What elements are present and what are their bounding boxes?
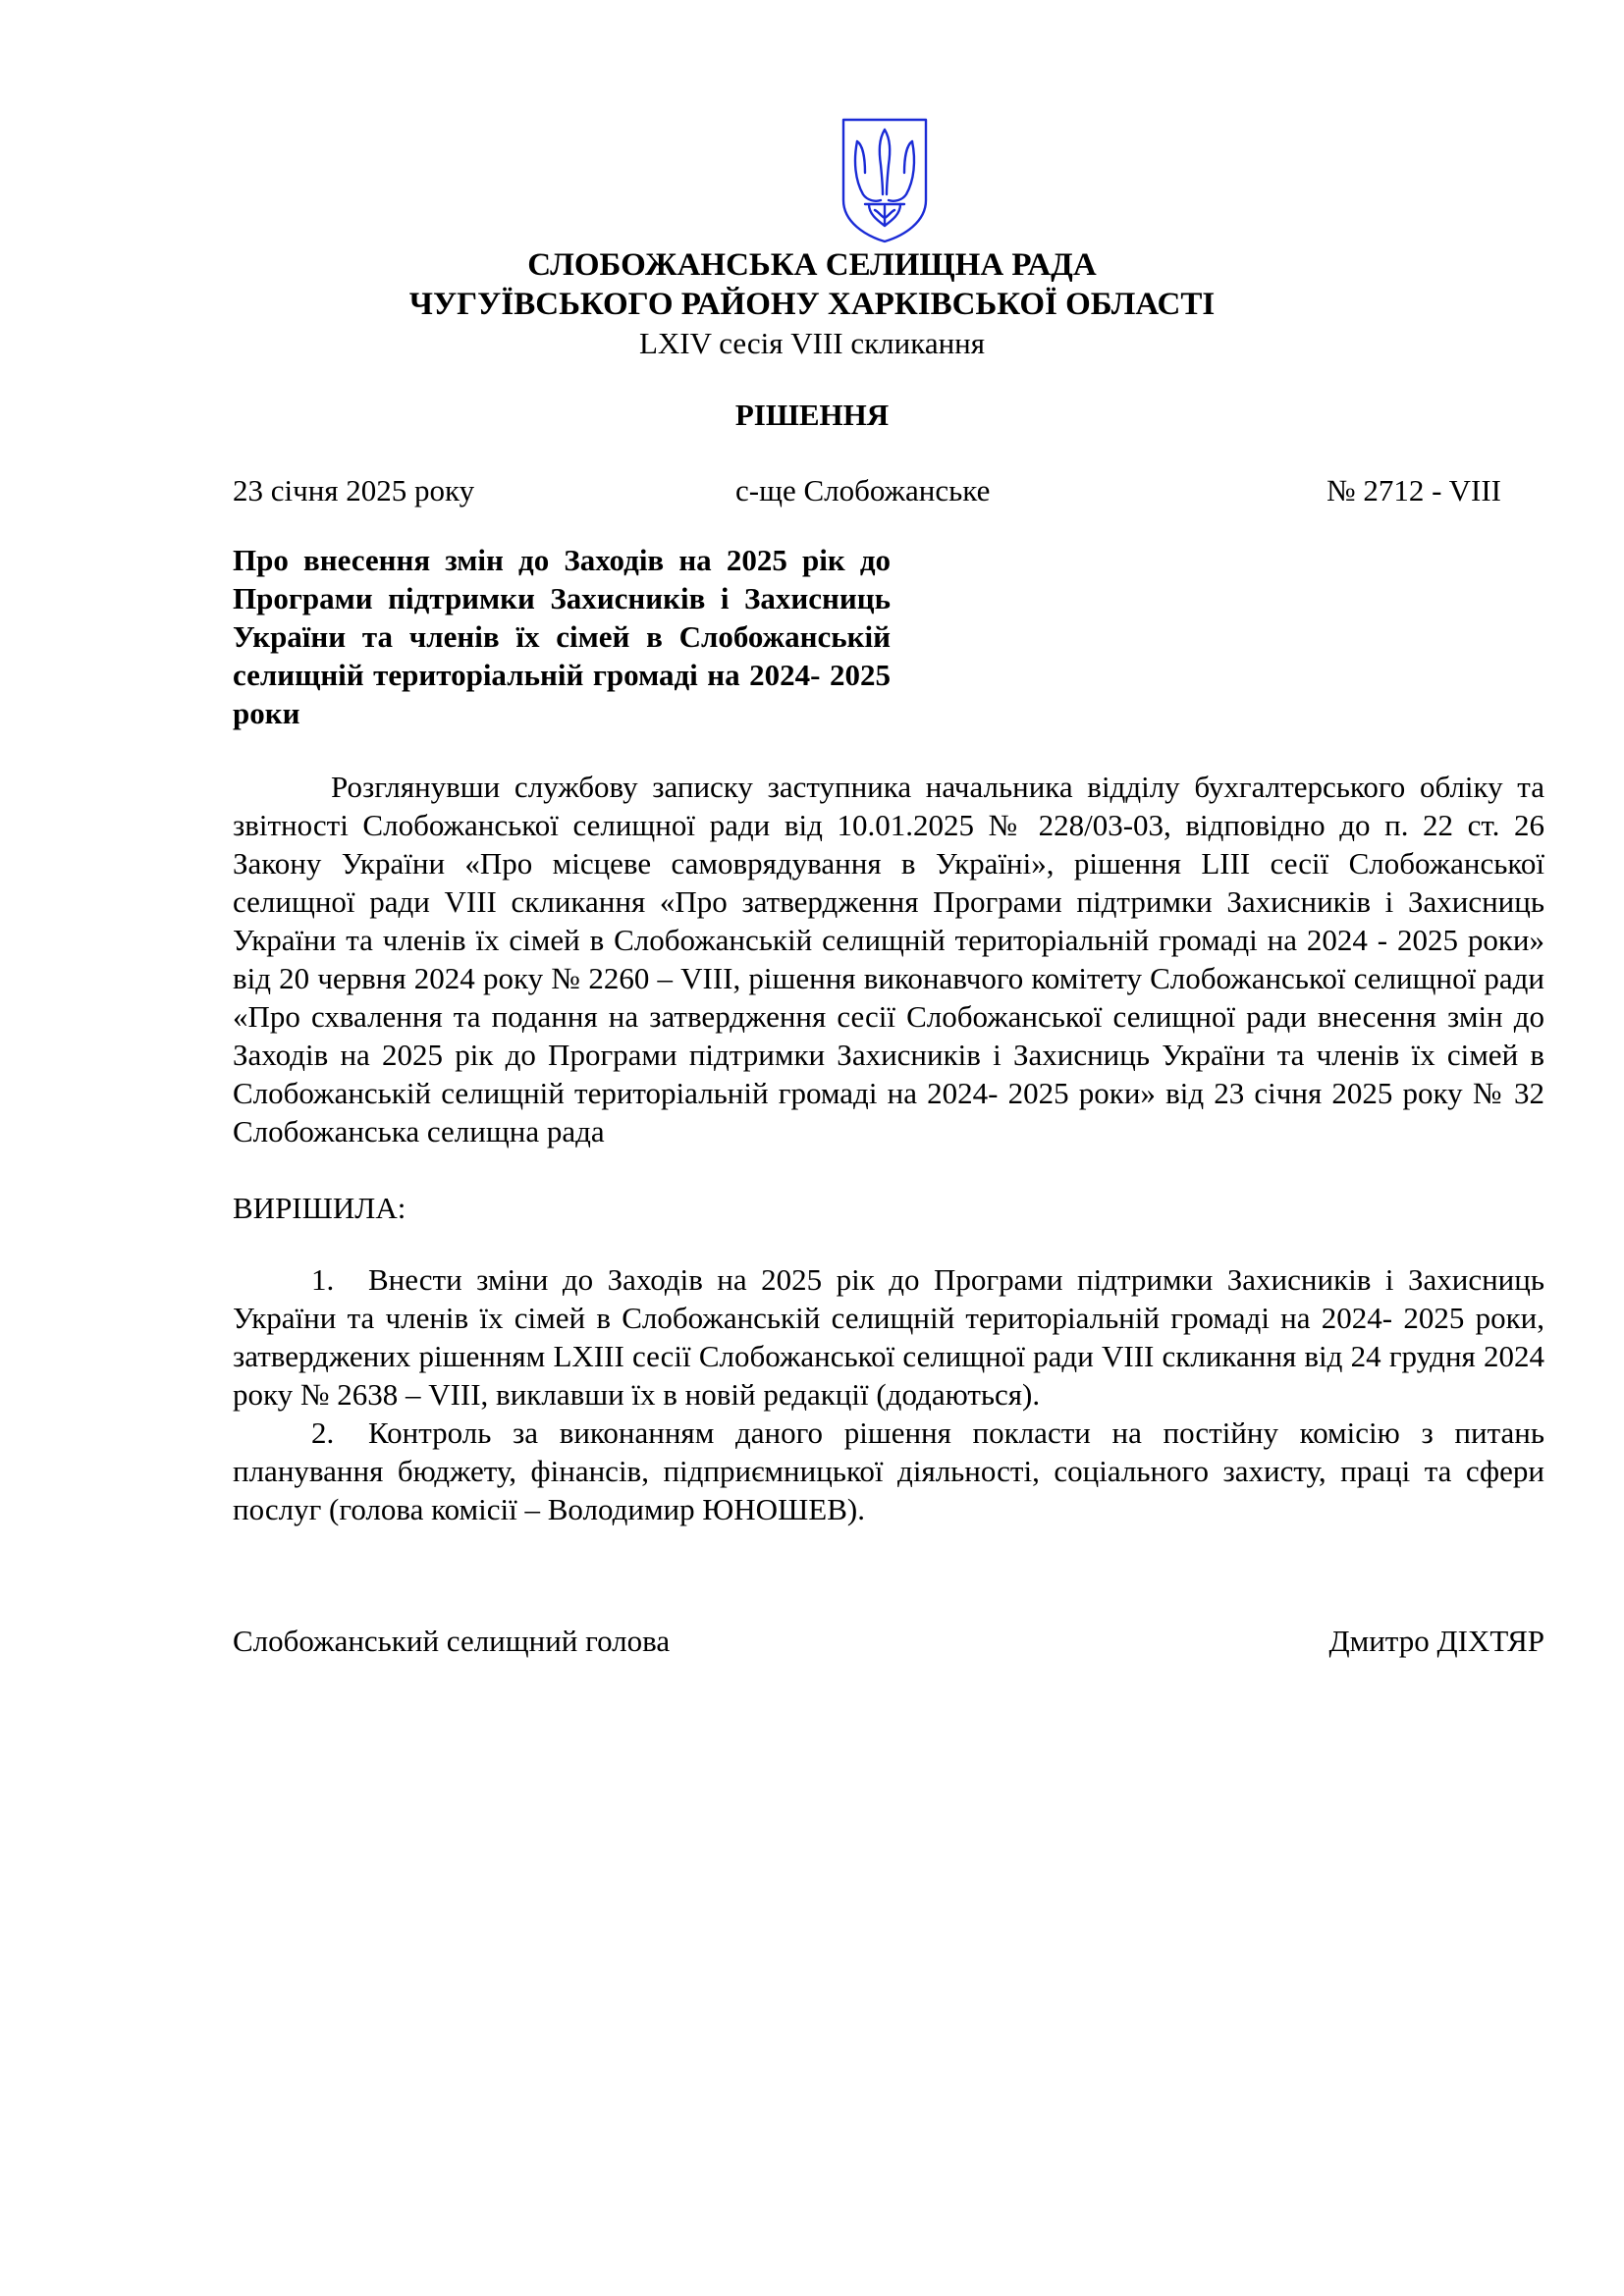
document-place: с-ще Слобожанське xyxy=(735,473,991,507)
trident-coat-of-arms-icon xyxy=(839,116,930,245)
preamble-paragraph: Розглянувши службову записку заступника начальника відділу бухгалтерського обліку та звітності Слобожанської селищної ради від 10.01.2025 № 228/03-03, відповідно до п. 22 ст. 26 Закону України «Про місцеве самоврядування в Україні», рішення LIII сесії Слобожанської селищної ради VIII скликання «Про затвердження Програми підтримки Захисників і Захисниць України та членів їх сімей в Слобожанській селищній територіальній громаді на 2024 - 2025 роки» від 20 червня 2024 року № 2260 – VIII, рішення виконавчого комітету Слобожанської селищної ради «Про схвалення та подання на затвердження сесії Слобожанської селищної ради внесення змін до Заходів на 2025 рік до Програми підтримки Захисників і Захисниць України та членів їх сімей в Слобожанській селищній територіальній громаді на 2024- 2025 роки» від 23 січня 2025 року № 32 Слобожанська селищна рада xyxy=(233,770,1544,1148)
document-date: 23 січня 2025 року xyxy=(233,473,475,507)
document-meta xyxy=(233,471,1501,510)
session-info: LXIV сесія VIII скликання xyxy=(638,326,986,360)
signatory-name: Дмитро ДІХТЯР xyxy=(1328,1624,1544,1658)
document-type: РІШЕННЯ xyxy=(734,398,890,432)
signature-block xyxy=(233,1622,1544,1661)
decision-point xyxy=(233,1414,1544,1528)
decision-point xyxy=(233,1260,1544,1414)
document-number: № 2712 - VIII xyxy=(1326,473,1501,507)
point-text: Внести зміни до Заходів на 2025 рік до Програми підтримки Захисників і Захисниць України та членів їх сімей в Слобожанській селищній територіальній громаді на 2024- 2025 роки, затверджених рішенням LXIII сесії Слобожанської селищної ради VIII скликання від 24 грудня 2024 року № 2638 – VIII, виклавши їх в новій редакції (додаються). xyxy=(233,1262,1544,1412)
document-subject: Про внесення змін до Заходів на 2025 рік до Програми підтримки Захисників і Захисниць України та членів їх сімей в Слобожанській селищній територіальній громаді на 2024- 2025 роки xyxy=(233,543,891,730)
council-name: СЛОБОЖАНСЬКА СЕЛИЩНА РАДА xyxy=(527,247,1097,283)
point-number: 1. xyxy=(311,1262,335,1297)
council-header xyxy=(0,245,1624,363)
point-text: Контроль за виконанням даного рішення покласти на постійну комісію з питань планування бюджету, фінансів, підприємницької діяльності, соціального захисту, праці та сфери послуг (голова комісії – Володимир ЮНОШЕВ). xyxy=(233,1415,1544,1526)
signatory-title: Слобожанський селищний голова xyxy=(233,1624,671,1658)
point-number: 2. xyxy=(311,1415,335,1450)
decided-heading: ВИРІШИЛА: xyxy=(233,1191,406,1225)
district-region: ЧУГУЇВСЬКОГО РАЙОНУ ХАРКІВСЬКОЇ ОБЛАСТІ xyxy=(408,287,1216,322)
decision-points xyxy=(233,1260,1544,1528)
